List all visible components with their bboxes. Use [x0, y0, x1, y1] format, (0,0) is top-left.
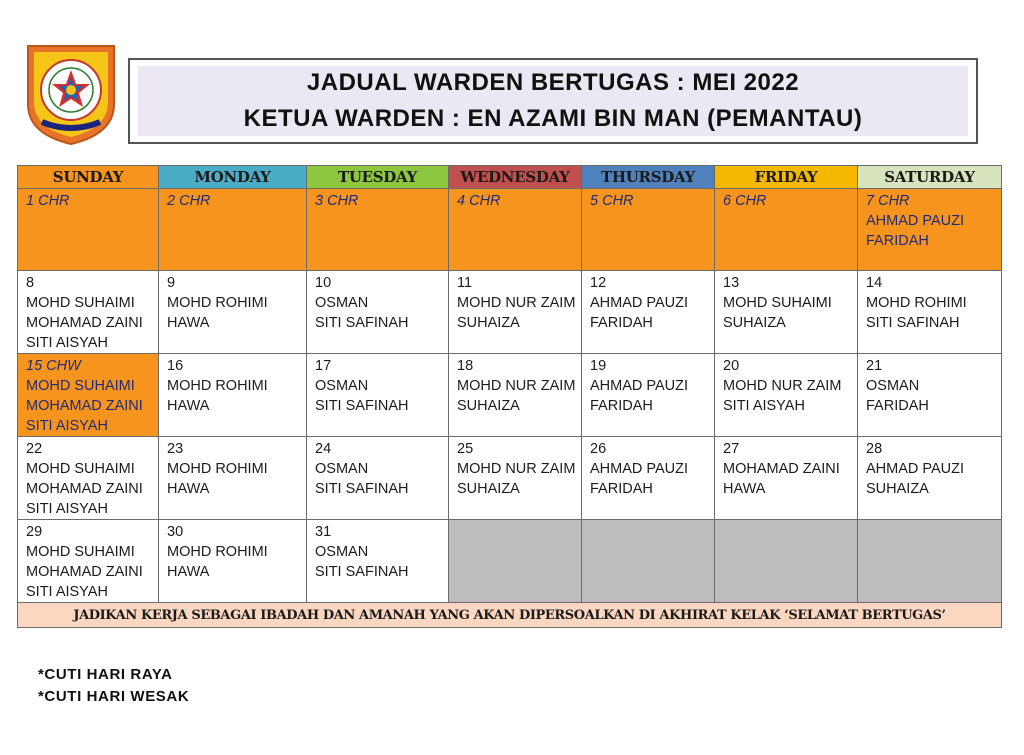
day-cell — [582, 437, 715, 520]
day-number: 30 — [167, 524, 184, 540]
warden-name: FARIDAH — [866, 398, 929, 414]
day-number: 6 CHR — [723, 193, 767, 209]
day-number: 7 CHR — [866, 193, 910, 209]
day-content — [582, 437, 714, 499]
day-cell — [307, 354, 449, 437]
day-content — [307, 271, 448, 333]
day-cell — [159, 437, 307, 520]
day-cell — [715, 271, 858, 354]
day-cell — [858, 354, 1002, 437]
warden-name: AHMAD PAUZI — [590, 378, 689, 394]
day-content — [715, 354, 857, 416]
day-content — [307, 354, 448, 416]
weekday-header-row — [18, 166, 1002, 189]
warden-name: AHMAD PAUZI — [590, 461, 689, 477]
warden-name: MOHD NUR ZAIM — [457, 295, 576, 311]
warden-name: HAWA — [167, 315, 210, 331]
warden-name: FARIDAH — [866, 233, 929, 249]
header-thursday: THURSDAY — [582, 166, 715, 189]
warden-name: SITI SAFINAH — [315, 564, 409, 580]
day-number: 2 CHR — [167, 193, 211, 209]
warden-name: MOHD NUR ZAIM — [457, 461, 576, 477]
day-number: 8 — [26, 275, 35, 291]
day-number: 21 — [866, 358, 883, 374]
day-number: 15 CHW — [26, 358, 81, 374]
day-content — [582, 189, 714, 211]
warden-name: SITI SAFINAH — [866, 315, 960, 331]
day-content — [582, 354, 714, 416]
warden-name: FARIDAH — [590, 481, 653, 497]
empty-day-cell — [858, 520, 1002, 603]
day-number: 20 — [723, 358, 740, 374]
day-cell — [715, 189, 858, 271]
day-cell — [449, 189, 582, 271]
day-cell — [18, 520, 159, 603]
warden-name: HAWA — [167, 481, 210, 497]
warden-name: AHMAD PAUZI — [590, 295, 689, 311]
warden-name: SITI AISYAH — [26, 584, 108, 600]
day-number: 26 — [590, 441, 607, 457]
warden-name: SITI SAFINAH — [315, 481, 409, 497]
warden-name: MOHD SUHAIMI — [26, 295, 135, 311]
week-row — [18, 520, 1002, 603]
header-tuesday: TUESDAY — [307, 166, 449, 189]
head-warden-line: KETUA WARDEN : EN AZAMI BIN MAN (PEMANTAU) — [243, 105, 863, 132]
day-content — [715, 437, 857, 499]
day-content — [18, 189, 158, 211]
day-number: 5 CHR — [590, 193, 634, 209]
day-cell — [18, 354, 159, 437]
day-cell — [307, 189, 449, 271]
day-content — [715, 189, 857, 211]
note-hari-raya: *CUTI HARI RAYA — [38, 666, 173, 683]
header-friday: FRIDAY — [715, 166, 858, 189]
warden-name: MOHD ROHIMI — [866, 295, 967, 311]
header-sunday: SUNDAY — [18, 166, 159, 189]
warden-name: AHMAD PAUZI — [866, 461, 965, 477]
day-cell — [582, 354, 715, 437]
day-number: 13 — [723, 275, 740, 291]
title-box — [128, 58, 978, 144]
day-cell — [449, 354, 582, 437]
warden-name: MOHD ROHIMI — [167, 461, 268, 477]
day-cell — [307, 437, 449, 520]
warden-name: SITI AISYAH — [26, 501, 108, 517]
day-cell — [449, 271, 582, 354]
day-content — [858, 189, 1001, 251]
day-number: 16 — [167, 358, 184, 374]
empty-day-cell — [715, 520, 858, 603]
day-number: 23 — [167, 441, 184, 457]
warden-name: MOHD NUR ZAIM — [457, 378, 576, 394]
day-cell — [18, 437, 159, 520]
day-content — [715, 271, 857, 333]
day-number: 31 — [315, 524, 332, 540]
day-cell — [159, 271, 307, 354]
warden-name: HAWA — [167, 398, 210, 414]
day-cell — [582, 271, 715, 354]
day-number: 14 — [866, 275, 883, 291]
day-cell — [582, 189, 715, 271]
day-cell — [159, 520, 307, 603]
day-cell — [858, 437, 1002, 520]
warden-name: SITI AISYAH — [26, 335, 108, 351]
warden-name: MOHD ROHIMI — [167, 544, 268, 560]
day-cell — [307, 520, 449, 603]
warden-name: MOHD SUHAIMI — [26, 461, 135, 477]
day-content — [18, 520, 158, 602]
warden-name: HAWA — [723, 481, 766, 497]
day-number: 3 CHR — [315, 193, 359, 209]
day-number: 24 — [315, 441, 332, 457]
day-content — [159, 437, 306, 499]
day-content — [449, 354, 581, 416]
day-content — [449, 189, 581, 211]
day-content — [159, 271, 306, 333]
notes — [38, 664, 189, 708]
day-number: 22 — [26, 441, 43, 457]
day-content — [18, 354, 158, 436]
day-cell — [715, 354, 858, 437]
warden-name: FARIDAH — [590, 398, 653, 414]
warden-name: OSMAN — [315, 378, 369, 394]
footer-motto: JADIKAN KERJA SEBAGAI IBADAH DAN AMANAH YANG AKAN DIPERSOALKAN DI AKHIRAT KELAK ‘SELAMAT BERTUGAS’ — [18, 603, 1002, 628]
day-cell — [18, 189, 159, 271]
warden-name: MOHAMAD ZAINI — [26, 564, 143, 580]
title-panel — [138, 66, 968, 136]
warden-name: AHMAD PAUZI — [866, 213, 965, 229]
warden-name: MOHD ROHIMI — [167, 378, 268, 394]
footer-row — [18, 603, 1002, 628]
day-content — [449, 271, 581, 333]
warden-name: MOHD ROHIMI — [167, 295, 268, 311]
day-content — [582, 271, 714, 333]
warden-name: MOHAMAD ZAINI — [26, 398, 143, 414]
day-content — [307, 437, 448, 499]
day-content — [18, 437, 158, 519]
header-monday: MONDAY — [159, 166, 307, 189]
day-number: 27 — [723, 441, 740, 457]
warden-name: MOHAMAD ZAINI — [723, 461, 840, 477]
day-number: 28 — [866, 441, 883, 457]
day-number: 29 — [26, 524, 43, 540]
day-content — [159, 189, 306, 211]
day-content — [159, 520, 306, 582]
day-cell — [715, 437, 858, 520]
day-content — [449, 437, 581, 499]
day-cell — [449, 437, 582, 520]
warden-name: SITI AISYAH — [723, 398, 805, 414]
warden-name: SUHAIZA — [457, 398, 520, 414]
page-title: JADUAL WARDEN BERTUGAS : MEI 2022 — [306, 69, 800, 96]
day-number: 18 — [457, 358, 474, 374]
day-number: 25 — [457, 441, 474, 457]
empty-day-cell — [582, 520, 715, 603]
warden-name: SITI SAFINAH — [315, 315, 409, 331]
warden-name: OSMAN — [315, 461, 369, 477]
warden-name: OSMAN — [315, 295, 369, 311]
warden-name: SUHAIZA — [723, 315, 786, 331]
school-crest-icon — [24, 42, 118, 146]
header-saturday: SATURDAY — [858, 166, 1002, 189]
week-row — [18, 437, 1002, 520]
warden-name: OSMAN — [866, 378, 920, 394]
header-wednesday: WEDNESDAY — [449, 166, 582, 189]
day-content — [858, 354, 1001, 416]
warden-name: FARIDAH — [590, 315, 653, 331]
day-cell — [159, 354, 307, 437]
warden-name: MOHD SUHAIMI — [26, 378, 135, 394]
week-row — [18, 271, 1002, 354]
week-row — [18, 354, 1002, 437]
duty-calendar — [17, 165, 1002, 628]
day-content — [18, 271, 158, 353]
warden-name: SUHAIZA — [866, 481, 929, 497]
day-number: 19 — [590, 358, 607, 374]
warden-name: SUHAIZA — [457, 481, 520, 497]
empty-day-cell — [449, 520, 582, 603]
week-row — [18, 189, 1002, 271]
note-hari-wesak: *CUTI HARI WESAK — [38, 688, 190, 705]
day-cell — [159, 189, 307, 271]
warden-name: HAWA — [167, 564, 210, 580]
warden-name: MOHAMAD ZAINI — [26, 315, 143, 331]
warden-name: MOHAMAD ZAINI — [26, 481, 143, 497]
day-content — [159, 354, 306, 416]
warden-name: SITI SAFINAH — [315, 398, 409, 414]
day-number: 10 — [315, 275, 332, 291]
day-content — [307, 189, 448, 211]
day-number: 4 CHR — [457, 193, 501, 209]
warden-name: MOHD NUR ZAIM — [723, 378, 842, 394]
day-number: 17 — [315, 358, 332, 374]
day-cell — [18, 271, 159, 354]
warden-name: MOHD SUHAIMI — [723, 295, 832, 311]
day-content — [858, 271, 1001, 333]
warden-name: SUHAIZA — [457, 315, 520, 331]
day-cell — [858, 189, 1002, 271]
day-cell — [858, 271, 1002, 354]
day-number: 9 — [167, 275, 176, 291]
day-number: 11 — [457, 275, 473, 291]
day-number: 1 CHR — [26, 193, 70, 209]
day-cell — [307, 271, 449, 354]
day-content — [858, 437, 1001, 499]
warden-name: OSMAN — [315, 544, 369, 560]
day-content — [307, 520, 448, 582]
warden-name: SITI AISYAH — [26, 418, 108, 434]
day-number: 12 — [590, 275, 607, 291]
warden-name: MOHD SUHAIMI — [26, 544, 135, 560]
